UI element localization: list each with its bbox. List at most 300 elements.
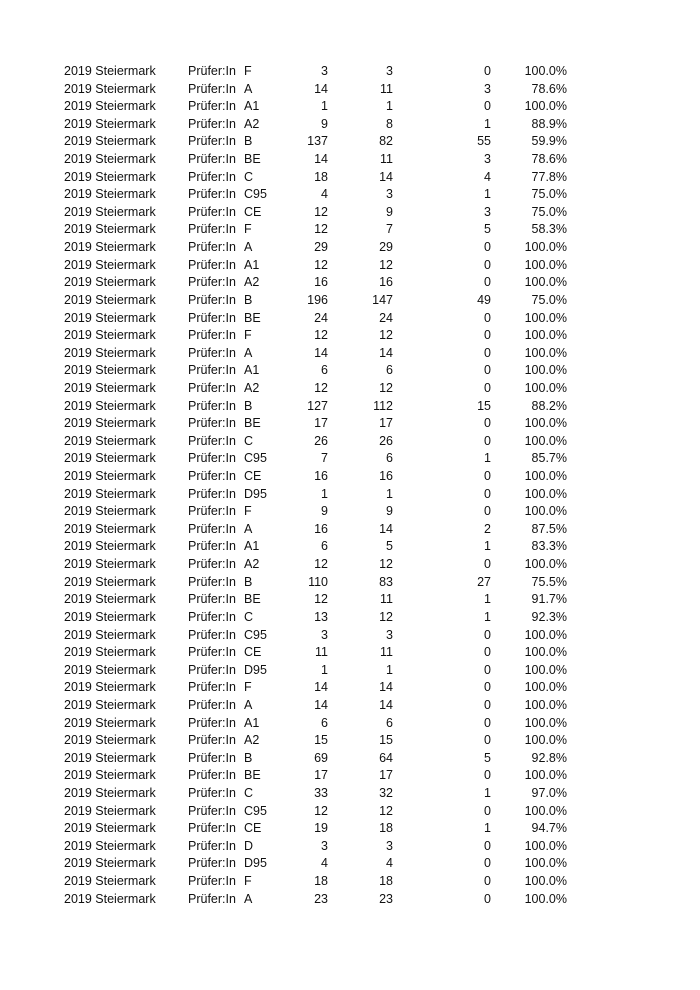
cell-failed: 0: [484, 486, 491, 501]
cell-passed: 14: [379, 521, 393, 536]
cell-role: Prüfer:In: [188, 433, 236, 448]
cell-total: 1: [321, 99, 328, 114]
cell-total: 7: [321, 451, 328, 466]
cell-year-region: 2019 Steiermark: [64, 81, 156, 96]
table-row: [0, 133, 700, 151]
cell-pass-rate: 100.0%: [524, 433, 567, 448]
cell-passed: 112: [373, 398, 393, 413]
table-row: [0, 310, 700, 328]
cell-year-region: 2019 Steiermark: [64, 310, 156, 325]
table-row: [0, 486, 700, 504]
cell-year-region: 2019 Steiermark: [64, 521, 156, 536]
cell-pass-rate: 100.0%: [524, 768, 567, 783]
cell-pass-rate: 97.0%: [531, 785, 567, 800]
cell-total: 1: [321, 662, 328, 677]
cell-total: 127: [307, 398, 328, 413]
cell-license-class: A2: [244, 275, 260, 290]
table-row: [0, 591, 700, 609]
cell-passed: 12: [379, 557, 393, 572]
table-row: [0, 609, 700, 627]
cell-pass-rate: 87.5%: [531, 521, 567, 536]
cell-failed: 0: [484, 380, 491, 395]
cell-license-class: F: [244, 504, 252, 519]
cell-total: 3: [321, 838, 328, 853]
cell-pass-rate: 100.0%: [524, 680, 567, 695]
cell-failed: 0: [484, 838, 491, 853]
cell-role: Prüfer:In: [188, 257, 236, 272]
cell-failed: 0: [484, 310, 491, 325]
table-row: [0, 538, 700, 556]
cell-passed: 16: [379, 275, 393, 290]
cell-failed: 2: [484, 521, 491, 536]
cell-pass-rate: 100.0%: [524, 733, 567, 748]
cell-pass-rate: 88.2%: [531, 398, 567, 413]
cell-license-class: C95: [244, 803, 267, 818]
cell-passed: 11: [380, 152, 393, 167]
cell-role: Prüfer:In: [188, 504, 236, 519]
cell-role: Prüfer:In: [188, 187, 236, 202]
cell-passed: 17: [379, 416, 393, 431]
cell-failed: 1: [484, 187, 491, 202]
cell-year-region: 2019 Steiermark: [64, 680, 156, 695]
cell-failed: 0: [484, 275, 491, 290]
table-row: [0, 274, 700, 292]
cell-license-class: A1: [244, 715, 260, 730]
cell-total: 14: [314, 152, 328, 167]
cell-passed: 14: [379, 345, 393, 360]
cell-year-region: 2019 Steiermark: [64, 574, 156, 589]
table-row: [0, 556, 700, 574]
cell-failed: 1: [484, 821, 491, 836]
cell-year-region: 2019 Steiermark: [64, 240, 156, 255]
cell-pass-rate: 100.0%: [524, 240, 567, 255]
cell-failed: 1: [484, 116, 491, 131]
cell-role: Prüfer:In: [188, 856, 236, 871]
cell-year-region: 2019 Steiermark: [64, 856, 156, 871]
cell-year-region: 2019 Steiermark: [64, 116, 156, 131]
table-row: [0, 715, 700, 733]
table-row: [0, 433, 700, 451]
cell-passed: 3: [386, 838, 393, 853]
cell-license-class: CE: [244, 645, 262, 660]
table-row: [0, 503, 700, 521]
cell-failed: 0: [484, 363, 491, 378]
cell-total: 18: [314, 874, 328, 889]
cell-total: 23: [314, 891, 328, 906]
cell-pass-rate: 100.0%: [524, 310, 567, 325]
cell-role: Prüfer:In: [188, 116, 236, 131]
cell-pass-rate: 100.0%: [524, 715, 567, 730]
cell-license-class: BE: [244, 310, 261, 325]
cell-failed: 49: [477, 292, 491, 307]
cell-passed: 11: [380, 645, 393, 660]
cell-failed: 0: [484, 345, 491, 360]
cell-failed: 1: [484, 785, 491, 800]
cell-pass-rate: 77.8%: [531, 169, 567, 184]
cell-pass-rate: 83.3%: [531, 539, 567, 554]
cell-role: Prüfer:In: [188, 345, 236, 360]
cell-license-class: D95: [244, 486, 267, 501]
cell-year-region: 2019 Steiermark: [64, 697, 156, 712]
cell-total: 11: [315, 645, 328, 660]
cell-pass-rate: 75.0%: [531, 187, 567, 202]
cell-pass-rate: 100.0%: [524, 838, 567, 853]
cell-role: Prüfer:In: [188, 363, 236, 378]
cell-role: Prüfer:In: [188, 662, 236, 677]
cell-passed: 83: [379, 574, 393, 589]
cell-failed: 0: [484, 433, 491, 448]
cell-year-region: 2019 Steiermark: [64, 592, 156, 607]
cell-pass-rate: 78.6%: [531, 81, 567, 96]
cell-pass-rate: 94.7%: [531, 821, 567, 836]
cell-year-region: 2019 Steiermark: [64, 627, 156, 642]
cell-passed: 12: [379, 380, 393, 395]
cell-license-class: B: [244, 398, 253, 413]
cell-failed: 3: [484, 152, 491, 167]
cell-failed: 1: [484, 451, 491, 466]
table-row: [0, 767, 700, 785]
cell-total: 4: [321, 187, 328, 202]
cell-failed: 0: [484, 715, 491, 730]
cell-role: Prüfer:In: [188, 416, 236, 431]
table-row: [0, 151, 700, 169]
table-row: [0, 785, 700, 803]
cell-role: Prüfer:In: [188, 328, 236, 343]
table-row: [0, 679, 700, 697]
cell-role: Prüfer:In: [188, 275, 236, 290]
cell-failed: 55: [477, 134, 491, 149]
cell-license-class: A2: [244, 733, 260, 748]
cell-failed: 15: [477, 398, 491, 413]
cell-license-class: B: [244, 134, 253, 149]
cell-role: Prüfer:In: [188, 697, 236, 712]
cell-role: Prüfer:In: [188, 785, 236, 800]
cell-role: Prüfer:In: [188, 222, 236, 237]
table-row: [0, 468, 700, 486]
table-row: [0, 362, 700, 380]
table-row: [0, 204, 700, 222]
cell-total: 19: [314, 821, 328, 836]
cell-total: 1: [321, 486, 328, 501]
cell-role: Prüfer:In: [188, 803, 236, 818]
cell-license-class: BE: [244, 592, 261, 607]
cell-passed: 64: [379, 750, 393, 765]
cell-passed: 18: [379, 821, 393, 836]
cell-year-region: 2019 Steiermark: [64, 328, 156, 343]
cell-year-region: 2019 Steiermark: [64, 169, 156, 184]
cell-pass-rate: 100.0%: [524, 64, 567, 78]
cell-year-region: 2019 Steiermark: [64, 645, 156, 660]
cell-failed: 5: [484, 750, 491, 765]
cell-pass-rate: 100.0%: [524, 380, 567, 395]
cell-year-region: 2019 Steiermark: [64, 451, 156, 466]
cell-license-class: CE: [244, 821, 262, 836]
cell-year-region: 2019 Steiermark: [64, 134, 156, 149]
cell-year-region: 2019 Steiermark: [64, 504, 156, 519]
cell-license-class: F: [244, 222, 252, 237]
cell-total: 26: [314, 433, 328, 448]
cell-total: 14: [314, 81, 328, 96]
cell-pass-rate: 100.0%: [524, 99, 567, 114]
table-row: [0, 116, 700, 134]
table-row: [0, 838, 700, 856]
table-row: [0, 697, 700, 715]
table-row: [0, 450, 700, 468]
cell-failed: 0: [484, 768, 491, 783]
cell-pass-rate: 100.0%: [524, 697, 567, 712]
cell-pass-rate: 78.6%: [531, 152, 567, 167]
cell-license-class: B: [244, 292, 253, 307]
cell-total: 3: [321, 64, 328, 78]
cell-failed: 0: [484, 680, 491, 695]
cell-pass-rate: 100.0%: [524, 328, 567, 343]
cell-failed: 1: [484, 539, 491, 554]
cell-passed: 82: [379, 134, 393, 149]
cell-license-class: D95: [244, 662, 267, 677]
cell-failed: 3: [484, 81, 491, 96]
cell-license-class: F: [244, 328, 252, 343]
cell-passed: 14: [379, 169, 393, 184]
cell-pass-rate: 100.0%: [524, 803, 567, 818]
cell-year-region: 2019 Steiermark: [64, 292, 156, 307]
cell-year-region: 2019 Steiermark: [64, 733, 156, 748]
cell-license-class: C: [244, 169, 254, 184]
cell-pass-rate: 92.3%: [531, 609, 567, 624]
cell-total: 14: [314, 345, 328, 360]
table-row: [0, 574, 700, 592]
cell-role: Prüfer:In: [188, 451, 236, 466]
cell-total: 33: [314, 785, 328, 800]
cell-failed: 0: [484, 891, 491, 906]
cell-pass-rate: 100.0%: [524, 275, 567, 290]
cell-year-region: 2019 Steiermark: [64, 874, 156, 889]
cell-total: 24: [314, 310, 328, 325]
cell-year-region: 2019 Steiermark: [64, 345, 156, 360]
cell-total: 17: [314, 768, 328, 783]
cell-year-region: 2019 Steiermark: [64, 803, 156, 818]
cell-passed: 5: [386, 539, 393, 554]
cell-role: Prüfer:In: [188, 609, 236, 624]
cell-role: Prüfer:In: [188, 874, 236, 889]
cell-total: 12: [314, 803, 328, 818]
cell-role: Prüfer:In: [188, 680, 236, 695]
table-row: [0, 627, 700, 645]
table-row: [0, 732, 700, 750]
cell-failed: 0: [484, 627, 491, 642]
cell-total: 15: [314, 733, 328, 748]
cell-year-region: 2019 Steiermark: [64, 539, 156, 554]
cell-role: Prüfer:In: [188, 574, 236, 589]
cell-total: 12: [314, 380, 328, 395]
cell-passed: 17: [379, 768, 393, 783]
table-row: [0, 803, 700, 821]
cell-failed: 0: [484, 803, 491, 818]
cell-license-class: C: [244, 609, 254, 624]
cell-role: Prüfer:In: [188, 768, 236, 783]
cell-passed: 14: [379, 697, 393, 712]
cell-role: Prüfer:In: [188, 750, 236, 765]
cell-license-class: F: [244, 64, 252, 78]
cell-pass-rate: 100.0%: [524, 416, 567, 431]
cell-total: 3: [321, 627, 328, 642]
table-row: [0, 398, 700, 416]
cell-role: Prüfer:In: [188, 398, 236, 413]
cell-role: Prüfer:In: [188, 81, 236, 96]
cell-passed: 9: [386, 504, 393, 519]
cell-role: Prüfer:In: [188, 557, 236, 572]
cell-pass-rate: 100.0%: [524, 856, 567, 871]
table-row: [0, 855, 700, 873]
cell-year-region: 2019 Steiermark: [64, 64, 156, 78]
table-row: [0, 186, 700, 204]
cell-license-class: CE: [244, 204, 262, 219]
cell-total: 6: [321, 363, 328, 378]
cell-passed: 1: [386, 662, 393, 677]
cell-total: 6: [321, 715, 328, 730]
cell-passed: 8: [386, 116, 393, 131]
table-row: [0, 292, 700, 310]
cell-passed: 12: [379, 803, 393, 818]
cell-pass-rate: 75.5%: [531, 574, 567, 589]
cell-failed: 0: [484, 874, 491, 889]
cell-total: 196: [307, 292, 328, 307]
cell-passed: 9: [386, 204, 393, 219]
cell-pass-rate: 58.3%: [531, 222, 567, 237]
table-row: [0, 415, 700, 433]
cell-license-class: A1: [244, 99, 260, 114]
cell-pass-rate: 100.0%: [524, 891, 567, 906]
cell-role: Prüfer:In: [188, 715, 236, 730]
cell-year-region: 2019 Steiermark: [64, 257, 156, 272]
cell-license-class: C: [244, 433, 254, 448]
cell-pass-rate: 75.0%: [531, 204, 567, 219]
cell-failed: 0: [484, 64, 491, 78]
cell-passed: 23: [379, 891, 393, 906]
cell-year-region: 2019 Steiermark: [64, 380, 156, 395]
cell-year-region: 2019 Steiermark: [64, 486, 156, 501]
cell-role: Prüfer:In: [188, 134, 236, 149]
cell-passed: 6: [386, 451, 393, 466]
cell-passed: 12: [379, 328, 393, 343]
cell-role: Prüfer:In: [188, 380, 236, 395]
cell-license-class: A: [244, 521, 253, 536]
cell-license-class: C95: [244, 451, 267, 466]
cell-license-class: A: [244, 697, 253, 712]
cell-passed: 1: [386, 99, 393, 114]
table-row: [0, 380, 700, 398]
cell-failed: 0: [484, 328, 491, 343]
cell-license-class: D: [244, 838, 254, 853]
table-row: [0, 521, 700, 539]
table-row: [0, 873, 700, 891]
cell-role: Prüfer:In: [188, 469, 236, 484]
cell-total: 69: [314, 750, 328, 765]
cell-pass-rate: 75.0%: [531, 292, 567, 307]
cell-year-region: 2019 Steiermark: [64, 187, 156, 202]
cell-pass-rate: 100.0%: [524, 504, 567, 519]
cell-license-class: A: [244, 345, 253, 360]
cell-failed: 27: [477, 574, 491, 589]
cell-license-class: A1: [244, 363, 260, 378]
cell-pass-rate: 100.0%: [524, 662, 567, 677]
cell-failed: 0: [484, 257, 491, 272]
cell-total: 16: [314, 469, 328, 484]
data-table: [0, 63, 700, 908]
cell-license-class: A2: [244, 380, 260, 395]
cell-total: 12: [314, 257, 328, 272]
cell-license-class: F: [244, 680, 252, 695]
cell-total: 14: [314, 680, 328, 695]
cell-pass-rate: 91.7%: [531, 592, 567, 607]
cell-passed: 29: [379, 240, 393, 255]
table-row: [0, 221, 700, 239]
cell-failed: 0: [484, 733, 491, 748]
cell-year-region: 2019 Steiermark: [64, 99, 156, 114]
cell-role: Prüfer:In: [188, 486, 236, 501]
table-row: [0, 820, 700, 838]
cell-role: Prüfer:In: [188, 204, 236, 219]
cell-year-region: 2019 Steiermark: [64, 398, 156, 413]
cell-passed: 24: [379, 310, 393, 325]
table-row: [0, 98, 700, 116]
cell-role: Prüfer:In: [188, 169, 236, 184]
cell-year-region: 2019 Steiermark: [64, 768, 156, 783]
cell-passed: 6: [386, 715, 393, 730]
cell-role: Prüfer:In: [188, 821, 236, 836]
cell-passed: 3: [386, 187, 393, 202]
cell-role: Prüfer:In: [188, 240, 236, 255]
cell-year-region: 2019 Steiermark: [64, 609, 156, 624]
cell-year-region: 2019 Steiermark: [64, 222, 156, 237]
table-row: [0, 169, 700, 187]
cell-failed: 0: [484, 99, 491, 114]
cell-year-region: 2019 Steiermark: [64, 785, 156, 800]
cell-pass-rate: 100.0%: [524, 645, 567, 660]
cell-passed: 147: [372, 292, 393, 307]
cell-license-class: F: [244, 874, 252, 889]
cell-pass-rate: 92.8%: [531, 750, 567, 765]
cell-passed: 18: [379, 874, 393, 889]
cell-license-class: CE: [244, 469, 262, 484]
cell-license-class: A: [244, 240, 253, 255]
cell-year-region: 2019 Steiermark: [64, 821, 156, 836]
cell-license-class: C: [244, 785, 254, 800]
cell-total: 110: [308, 574, 328, 589]
cell-total: 16: [314, 521, 328, 536]
table-row: [0, 345, 700, 363]
cell-role: Prüfer:In: [188, 152, 236, 167]
cell-pass-rate: 85.7%: [531, 451, 567, 466]
cell-failed: 0: [484, 557, 491, 572]
cell-failed: 0: [484, 469, 491, 484]
cell-role: Prüfer:In: [188, 521, 236, 536]
cell-failed: 5: [484, 222, 491, 237]
cell-license-class: D95: [244, 856, 267, 871]
cell-year-region: 2019 Steiermark: [64, 750, 156, 765]
cell-license-class: B: [244, 750, 253, 765]
cell-total: 6: [321, 539, 328, 554]
cell-role: Prüfer:In: [188, 292, 236, 307]
table-row: [0, 239, 700, 257]
cell-total: 12: [314, 557, 328, 572]
cell-total: 9: [321, 504, 328, 519]
cell-failed: 0: [484, 504, 491, 519]
cell-pass-rate: 100.0%: [524, 345, 567, 360]
cell-license-class: A: [244, 81, 253, 96]
cell-total: 13: [314, 609, 328, 624]
cell-total: 17: [314, 416, 328, 431]
cell-passed: 12: [379, 257, 393, 272]
